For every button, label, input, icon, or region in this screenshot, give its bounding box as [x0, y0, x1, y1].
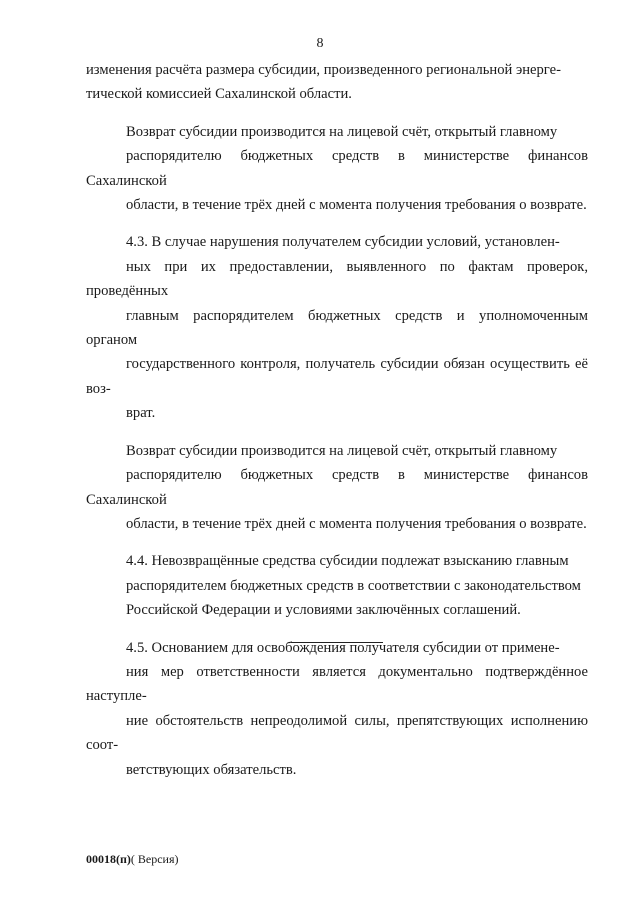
paragraph-line: Российской Федерации и условиями заключённых соглашений. [126, 602, 521, 619]
footer [86, 852, 179, 867]
paragraph-line: главным распорядителем бюджетных средств и уполномоченным органом [86, 307, 588, 349]
footer-document-code: 00018(п) [86, 852, 131, 866]
paragraph [86, 120, 588, 218]
document-body [86, 58, 588, 795]
paragraph-line: распорядителем бюджетных средств в соответствии с законодательством [126, 577, 581, 594]
paragraph-line: врат. [126, 405, 156, 422]
footer-version: ( Версия) [130, 852, 179, 866]
page-number: 8 [316, 36, 324, 51]
paragraph-line: ния мер ответственности является документально подтверждённое наступле- [86, 663, 588, 705]
paragraph-line: распорядителю бюджетных средств в министерстве финансов Сахалинской [86, 467, 588, 508]
paragraph [86, 230, 588, 425]
paragraph-line: Возврат субсидии производится на лицевой счёт, открытый главному [126, 442, 558, 459]
paragraph-line: 4.5. Основанием для освобождения получателя субсидии от примене- [126, 639, 560, 656]
paragraph-line: 4.4. Невозвращённые средства субсидии подлежат взысканию главным [126, 553, 569, 570]
paragraph-line: распорядителю бюджетных средств в министерстве финансов Сахалинской [86, 148, 588, 189]
paragraph-line: Возврат субсидии производится на лицевой счёт, открытый главному [126, 123, 558, 140]
paragraph-line: 4.3. В случае нарушения получателем субсидии условий, установлен- [126, 234, 560, 251]
paragraph-line: тической комиссией Сахалинской области. [86, 86, 352, 103]
paragraph-line: ние обстоятельств непреодолимой силы, препятствующих исполнению соот- [86, 712, 588, 754]
paragraph-line: области, в течение трёх дней с момента получения требования о возврате. [126, 197, 587, 214]
paragraph-line: области, в течение трёх дней с момента получения требования о возврате. [126, 515, 587, 532]
paragraph-line: изменения расчёта размера субсидии, произведенного региональной энерге- [86, 62, 561, 78]
end-divider [291, 642, 383, 643]
paragraph [86, 636, 588, 782]
paragraph-line: ных при их предоставлении, выявленного по фактам проверок, проведённых [86, 258, 588, 300]
paragraph-line: государственного контроля, получатель субсидии обязан осуществить её воз- [86, 356, 588, 397]
paragraph-line: ветствующих обязательств. [126, 761, 297, 778]
paragraph [86, 58, 588, 107]
paragraph [86, 439, 588, 537]
paragraph [86, 549, 588, 622]
